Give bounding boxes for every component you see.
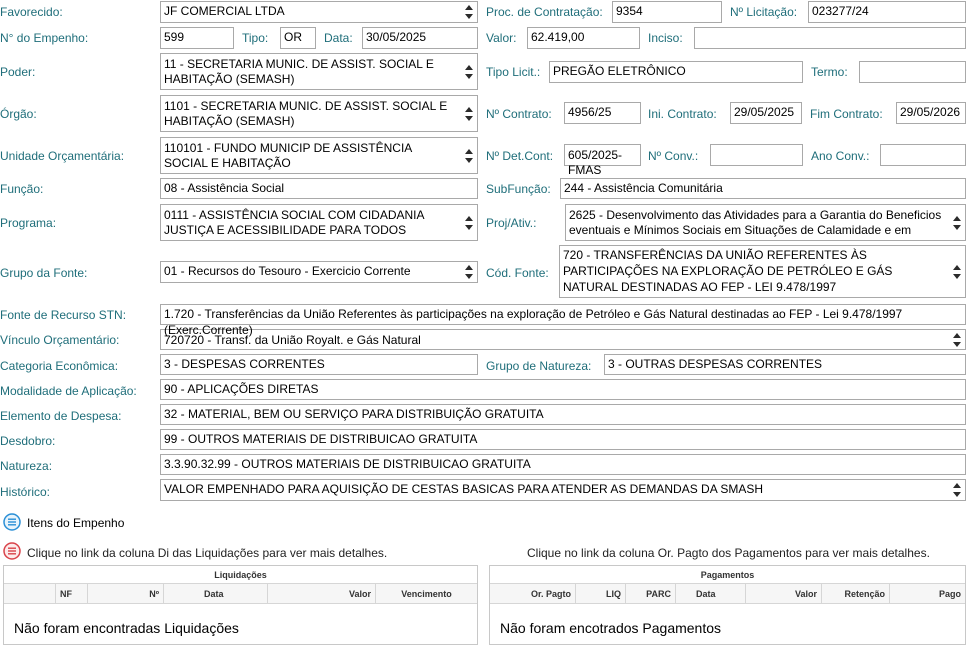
pagamentos-title: Pagamentos — [490, 566, 965, 584]
label-termo: Termo: — [811, 65, 848, 79]
tipo-licit-field[interactable]: PREGÃO ELETRÔNICO — [549, 61, 803, 83]
proc-contratacao-field[interactable]: 9354 — [612, 1, 722, 23]
spin-arrows-icon[interactable] — [464, 213, 474, 233]
label-subfuncao: SubFunção: — [486, 182, 551, 196]
col-pag-parc[interactable]: PARC — [626, 584, 676, 603]
label-proj-ativ: Proj/Ativ.: — [486, 216, 537, 230]
col-liq-data[interactable]: Data — [164, 584, 268, 603]
liquidacoes-empty-message: Não foram encontradas Liquidações — [14, 620, 239, 636]
fonte-stn-overflow-text: (Exerc.Corrente) — [164, 323, 253, 337]
natureza-field[interactable]: 3.3.90.32.99 - OUTROS MATERIAIS DE DISTRIBUICAO GRATUITA — [160, 454, 966, 475]
label-orgao: Órgão: — [0, 107, 37, 121]
spin-arrows-icon[interactable] — [952, 262, 962, 282]
ano-conv-field[interactable] — [880, 144, 966, 166]
label-natureza: Natureza: — [0, 459, 53, 473]
fonte-stn-field[interactable]: 1.720 - Transferências da União Referentes às participações na exploração de Petróleo e Gás Natural destinadas ao FEP - Lei 9.478/1997 — [160, 304, 966, 325]
label-grupo-natureza: Grupo de Natureza: — [486, 359, 592, 373]
data-field[interactable]: 30/05/2025 — [362, 27, 478, 49]
label-grupo-fonte: Grupo da Fonte: — [0, 266, 88, 280]
label-contrato: Nº Contrato: — [486, 107, 552, 121]
label-unidade: Unidade Orçamentária: — [0, 149, 125, 163]
col-pag-pago[interactable]: Pago — [938, 589, 961, 599]
liquidacoes-title: Liquidações — [4, 566, 477, 584]
label-categoria: Categoria Econômica: — [0, 359, 119, 373]
label-licitacao: Nº Licitação: — [730, 5, 798, 19]
label-vinculo: Vínculo Orçamentário: — [0, 333, 120, 347]
spin-arrows-icon[interactable] — [952, 213, 962, 233]
spin-arrows-icon[interactable] — [464, 262, 474, 282]
spin-arrows-icon[interactable] — [952, 480, 962, 500]
label-elemento: Elemento de Despesa: — [0, 409, 122, 423]
pagamentos-empty-message: Não foram encotrados Pagamentos — [500, 620, 722, 636]
programa-field[interactable]: 0111 - ASSISTÊNCIA SOCIAL COM CIDADANIA JUSTIÇA E ACESSIBILIDADE PARA TODOS — [160, 204, 478, 241]
spin-arrows-icon[interactable] — [464, 104, 474, 124]
contrato-field[interactable]: 4956/25 — [564, 102, 641, 124]
label-modalidade: Modalidade de Aplicação: — [0, 384, 137, 398]
col-liq-vencimento[interactable]: Vencimento — [401, 589, 452, 599]
col-pag-valor[interactable]: Valor — [746, 584, 822, 603]
col-pag-or-pagto[interactable]: Or. Pagto — [490, 584, 576, 603]
col-liq-blank — [4, 584, 56, 603]
liquidacoes-note: Clique no link da coluna Di das Liquidações para ver mais detalhes. — [27, 546, 388, 560]
spin-arrows-icon[interactable] — [464, 146, 474, 166]
label-conv: Nº Conv.: — [648, 149, 699, 163]
list-icon[interactable] — [3, 513, 21, 534]
termo-field[interactable] — [859, 61, 966, 83]
label-proc-contratacao: Proc. de Contratação: — [486, 5, 603, 19]
label-fonte-stn: Fonte de Recurso STN: — [0, 308, 127, 322]
desdobro-field[interactable]: 99 - OUTROS MATERIAIS DE DISTRIBUICAO GRATUITA — [160, 429, 966, 450]
col-pag-retencao[interactable]: Retenção — [822, 584, 890, 603]
spin-arrows-icon[interactable] — [464, 62, 474, 82]
pagamentos-note: Clique no link da coluna Or. Pagto dos Pagamentos para ver mais detalhes. — [527, 546, 930, 560]
det-cont-field[interactable]: 605/2025-FMAS — [564, 144, 641, 166]
grupo-natureza-field[interactable]: 3 - OUTRAS DESPESAS CORRENTES — [604, 354, 966, 375]
label-tipo: Tipo: — [242, 31, 269, 45]
cod-fonte-field[interactable]: 720 - TRANSFERÊNCIAS DA UNIÃO REFERENTES ÀS PARTICIPAÇÕES NA EXPLORAÇÃO DE PETRÓLEO E GÁS NATURAL DESTINADAS AO FEP - LEI 9.478/1997 — [559, 245, 966, 298]
col-liq-nf[interactable]: NF — [56, 584, 88, 603]
label-poder: Poder: — [0, 65, 36, 79]
ini-contrato-field[interactable]: 29/05/2025 — [730, 102, 802, 124]
fim-contrato-field[interactable]: 29/05/2026 — [896, 102, 966, 124]
label-favorecido: Favorecido: — [0, 5, 63, 19]
label-programa: Programa: — [0, 216, 57, 230]
elemento-field[interactable]: 32 - MATERIAL, BEM OU SERVIÇO PARA DISTRIBUIÇÃO GRATUITA — [160, 404, 966, 425]
pagamentos-header — [490, 584, 965, 604]
poder-field[interactable]: 11 - SECRETARIA MUNIC. DE ASSIST. SOCIAL E HABITAÇÃO (SEMASH) — [160, 53, 478, 90]
vinculo-field[interactable]: 720720 - Transf. da União Royalt. e Gás Natural — [160, 329, 966, 350]
liquidacoes-header — [4, 584, 477, 604]
empenho-field[interactable]: 599 — [160, 27, 234, 49]
label-fim-contrato: Fim Contrato: — [810, 107, 883, 121]
grupo-fonte-field[interactable]: 01 - Recursos do Tesouro - Exercicio Corrente — [160, 261, 478, 283]
col-pag-liq[interactable]: LIQ — [576, 584, 626, 603]
col-pag-data[interactable]: Data — [676, 584, 746, 603]
modalidade-field[interactable]: 90 - APLICAÇÕES DIRETAS — [160, 379, 966, 400]
label-cod-fonte: Cód. Fonte: — [486, 266, 549, 280]
spin-arrows-icon[interactable] — [464, 2, 474, 22]
categoria-field[interactable]: 3 - DESPESAS CORRENTES — [160, 354, 478, 375]
inciso-field[interactable] — [694, 27, 966, 49]
col-liq-numero[interactable]: Nº — [88, 584, 164, 603]
label-ano-conv: Ano Conv.: — [811, 149, 870, 163]
label-det-cont: Nº Det.Cont: — [486, 149, 554, 163]
unidade-field[interactable]: 110101 - FUNDO MUNICIP DE ASSISTÊNCIA SOCIAL E HABITAÇÃO — [160, 137, 478, 174]
pagamentos-grid — [489, 565, 966, 645]
col-liq-valor[interactable]: Valor — [268, 584, 376, 603]
orgao-field[interactable]: 1101 - SECRETARIA MUNIC. DE ASSIST. SOCIAL E HABITAÇÃO (SEMASH) — [160, 95, 478, 132]
label-funcao: Função: — [0, 182, 44, 196]
conv-field[interactable] — [710, 144, 803, 166]
label-desdobro: Desdobro: — [0, 434, 56, 448]
liquidacoes-grid — [3, 565, 478, 645]
label-inciso: Inciso: — [648, 31, 683, 45]
proj-ativ-field[interactable]: 2625 - Desenvolvimento das Atividades para a Garantia do Beneficios eventuais e Mínimos Sociais em Situações de Calamidade e em — [565, 204, 966, 241]
favorecido-field[interactable]: JF COMERCIAL LTDA — [160, 1, 478, 23]
label-valor: Valor: — [486, 31, 517, 45]
funcao-field[interactable]: 08 - Assistência Social — [160, 178, 478, 199]
label-tipo-licit: Tipo Licit.: — [486, 65, 541, 79]
licitacao-field[interactable]: 023277/24 — [808, 1, 966, 23]
label-empenho: N° do Empenho: — [0, 31, 89, 45]
label-ini-contrato: Ini. Contrato: — [648, 107, 717, 121]
itens-empenho-link[interactable]: Itens do Empenho — [27, 516, 125, 530]
subfuncao-field[interactable]: 244 - Assistência Comunitária — [560, 178, 966, 199]
label-data: Data: — [324, 31, 353, 45]
valor-field[interactable]: 62.419,00 — [527, 27, 640, 49]
label-historico: Histórico: — [0, 485, 51, 499]
list-icon-red — [3, 542, 21, 563]
historico-field[interactable]: VALOR EMPENHADO PARA AQUISIÇÃO DE CESTAS BASICAS PARA ATENDER AS DEMANDAS DA SMASH — [160, 479, 966, 501]
tipo-field[interactable]: OR — [280, 27, 316, 49]
spin-arrows-icon[interactable] — [952, 330, 962, 350]
